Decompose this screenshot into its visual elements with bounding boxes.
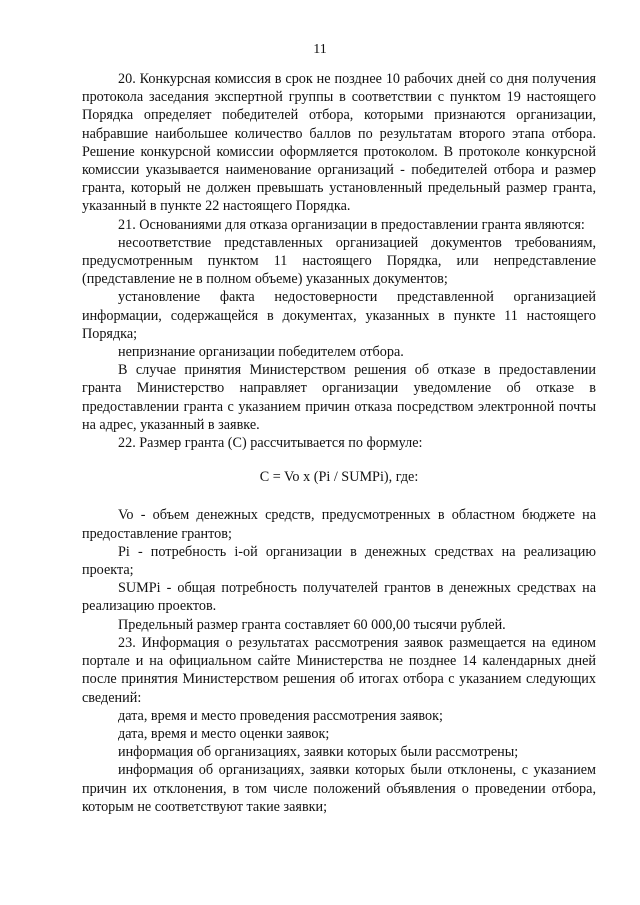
formula-term-pi: Pi - потребность i-ой организации в денежных средствах на реализацию проекта; [82, 543, 596, 579]
paragraph-21: 21. Основаниями для отказа организации в предоставлении гранта являются: [118, 216, 585, 233]
grant-limit: Предельный размер гранта составляет 60 000,00 тысячи рублей. [118, 616, 506, 633]
formula-term-sumpi: SUMPi - общая потребность получателей грантов в денежных средствах на реализацию проектов. [82, 580, 596, 615]
paragraph-22: 22. Размер гранта (C) рассчитывается по формуле: [118, 435, 423, 452]
paragraph-23-item-2: дата, время и место оценки заявок; [118, 725, 330, 742]
paragraph-23: 23. Информация о результатах рассмотрения заявок размещается на едином портале и на официальном сайте Министерства не позднее 14 календарных дней после принятия Министерством решения об итогах отбора с указанием следующих сведений: [82, 634, 596, 706]
paragraph-21-item-3: непризнание организации победителем отбора. [118, 344, 404, 361]
page-number: 11 [313, 42, 327, 57]
document-body [82, 70, 596, 816]
paragraph-21-refusal: В случае принятия Министерством решения об отказе в предоставлении гранта Министерство направляет организации уведомление об отказе в предоставлении гранта с указанием причин отказа посредством электронной почты на адрес, указанный в заявке. [82, 362, 596, 433]
formula-term-vo: Vo - объем денежных средств, предусмотренных в областном бюджете на предоставление грантов; [82, 507, 596, 542]
paragraph-23-item-4: информация об организациях, заявки которых были отклонены, с указанием причин их отклонения, в том числе положений объявления о проведении отбора, которым не соответствуют такие заявки; [82, 762, 596, 815]
paragraph-23-item-1: дата, время и место проведения рассмотрения заявок; [118, 707, 443, 724]
grant-formula: C = Vo x (Pi / SUMPi), где: [259, 469, 419, 486]
paragraph-23-item-3: информация об организациях, заявки которых были рассмотрены; [118, 744, 519, 761]
paragraph-21-item-2: установление факта недостоверности представленной организацией информации, содержащейся в документах, указанных в пункте 11 настоящего Порядка; [82, 289, 596, 342]
paragraph-21-item-1: несоответствие представленных организацией документов требованиям, предусмотренным пунктом 11 настоящего Порядка, или непредставление (представление не в полном объеме) указанных документов; [82, 234, 596, 288]
paragraph-20: 20. Конкурсная комиссия в срок не позднее 10 рабочих дней со дня получения протокола заседания экспертной группы в соответствии с пунктом 19 настоящего Порядка определяет победителей отбора, которыми признаются организации, набравшие наибольшее количество баллов по результатам второго этапа отбора. Решение конкурсной комиссии оформляется протоколом. В протоколе конкурсной комиссии указывается наименование организаций - победителей отбора и размер гранта, который не должен превышать установленный предельный размер гранта, указанный в пункте 22 настоящего Порядка. [82, 71, 596, 215]
